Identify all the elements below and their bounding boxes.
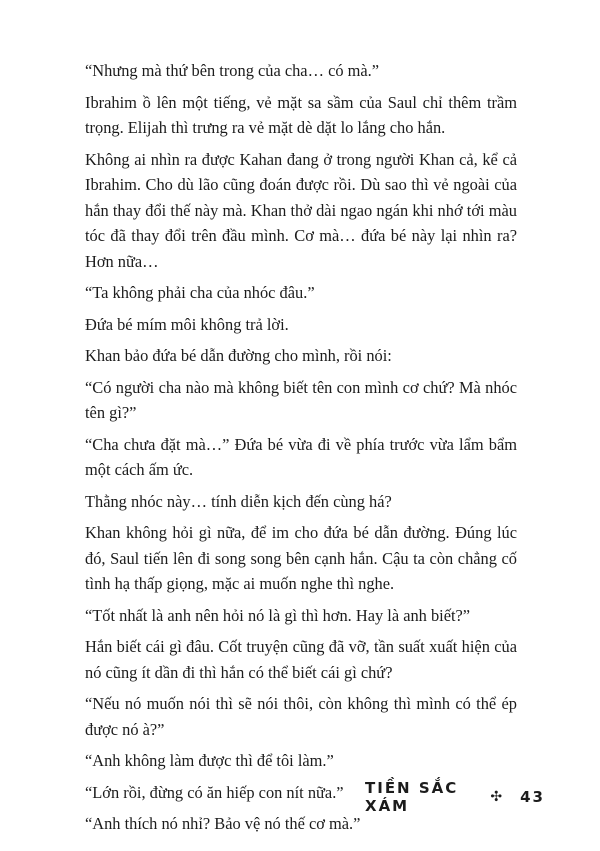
paragraph: “Anh không làm được thì để tôi làm.”	[85, 751, 334, 770]
paragraph: Ibrahim ồ lên một tiếng, vẻ mặt sa sầm của Saul chỉ thêm trầm trọng. Elijah thì trưng ra vẻ mặt dè dặt lo lắng cho hắn.	[85, 92, 517, 137]
paragraph: “Nhưng mà thứ bên trong của cha… có mà.”	[85, 61, 380, 80]
paragraph: Thằng nhóc này… tính diễn kịch đến cùng há?	[85, 491, 392, 511]
paragraph: Không ai nhìn ra được Kahan đang ở trong người Khan cả, kể cả Ibrahim. Cho dù lão cũng đoán được rồi. Dù sao thì vẻ ngoài của hắn thay đổi thế này mà. Khan thở dài ngao ngán khi nhớ tới màu tóc đã thay đổi trên đầu mình. Cơ mà… đứa bé này lại nhìn ra? Hơn nữa…	[85, 149, 517, 271]
paragraph: “Nếu nó muốn nói thì sẽ nói thôi, còn không thì mình có thể ép được nó à?”	[85, 694, 517, 739]
paragraph: Khan không hỏi gì nữa, để im cho đứa bé dẫn đường. Đúng lúc đó, Saul tiến lên đi song song bên cạnh hắn. Cậu ta còn chẳng cố tình hạ thấp giọng, mặc ai muốn nghe thì nghe.	[85, 523, 517, 593]
page-footer	[365, 779, 545, 815]
paragraph: “Anh thích nó nhỉ? Bảo vệ nó thế cơ mà.”	[85, 814, 361, 833]
paragraph: “Cha chưa đặt mà…” Đứa bé vừa đi về phía trước vừa lẩm bẩm một cách ấm ức.	[85, 434, 517, 479]
paragraph: Hắn biết cái gì đâu. Cốt truyện cũng đã vỡ, tần suất xuất hiện của nó cũng ít dần đi thì hắn có thể biết cái gì chứ?	[85, 637, 517, 682]
page-number: 43	[520, 788, 545, 806]
paragraph: “Tốt nhất là anh nên hỏi nó là gì thì hơn. Hay là anh biết?”	[85, 605, 471, 625]
paragraph: Khan bảo đứa bé dẫn đường cho mình, rồi nói:	[85, 346, 392, 365]
book-title: TIỀN SẮC XÁM	[365, 779, 459, 815]
paragraph: “Ta không phải cha của nhóc đâu.”	[85, 283, 315, 302]
ornament-icon: ✣	[490, 789, 505, 805]
body-text	[85, 58, 517, 843]
paragraph: “Có người cha nào mà không biết tên con mình cơ chứ? Mà nhóc tên gì?”	[85, 377, 517, 422]
paragraph: “Lớn rồi, đừng có ăn hiếp con nít nữa.”	[85, 782, 344, 802]
paragraph: Đứa bé mím môi không trả lời.	[85, 314, 289, 334]
